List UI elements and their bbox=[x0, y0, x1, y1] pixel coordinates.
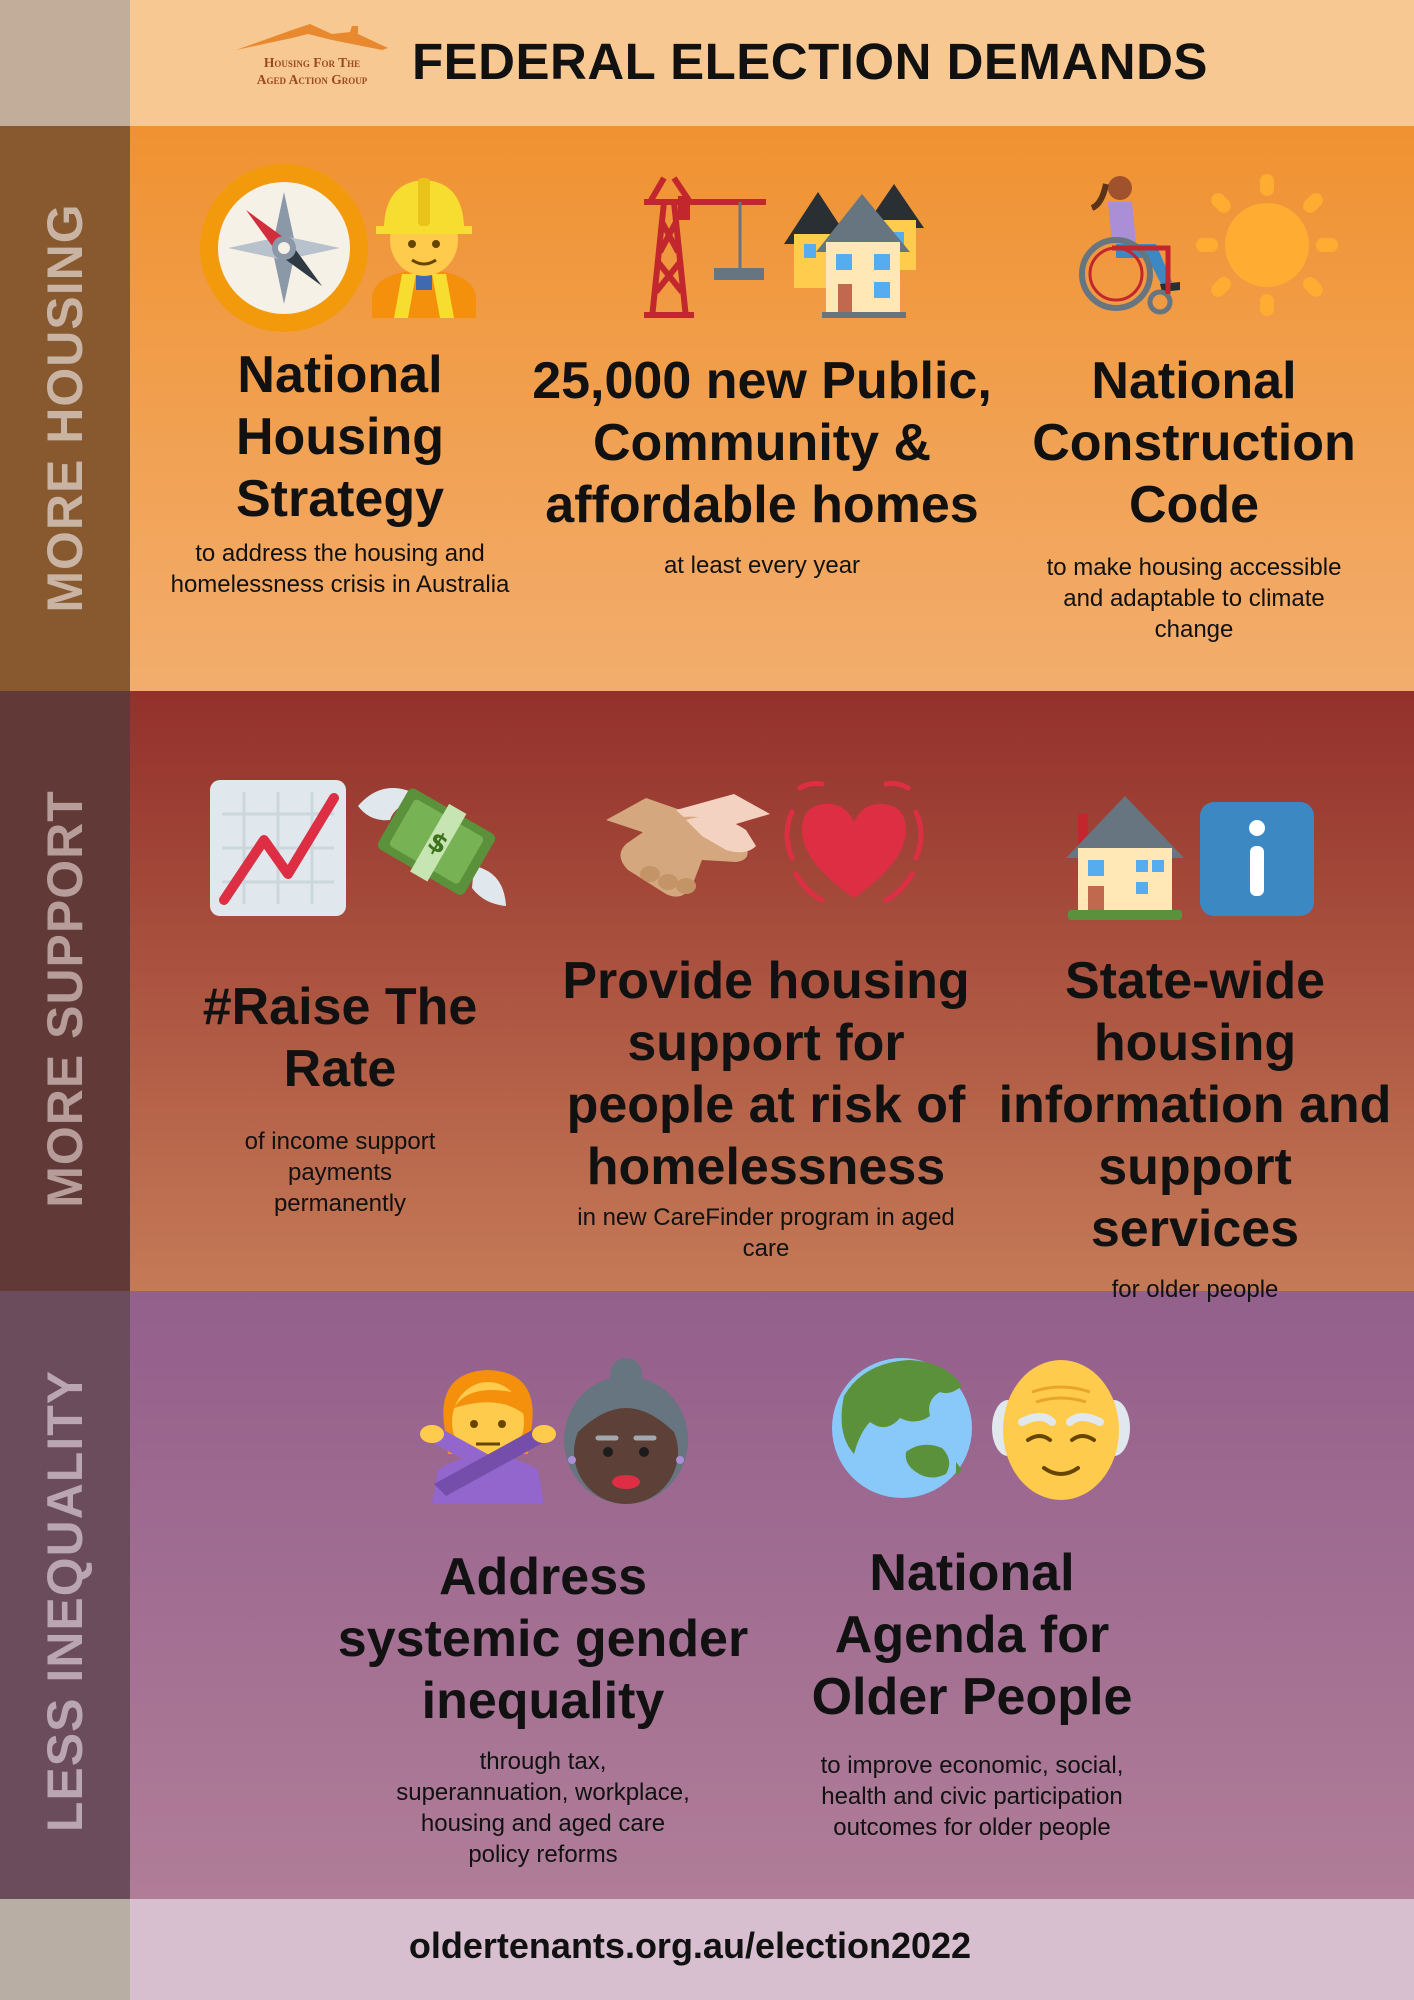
person-in-wheelchair-icon bbox=[1072, 174, 1198, 316]
section-label-less-inequality: LESS INEQUALITY bbox=[37, 1369, 93, 1833]
money-with-wings-icon bbox=[354, 776, 508, 912]
demand-title: #Raise The Rate bbox=[202, 978, 478, 1098]
chart-increasing-icon bbox=[208, 778, 348, 918]
beating-heart-icon bbox=[780, 778, 928, 918]
sun-icon bbox=[1196, 174, 1338, 316]
compass-icon bbox=[198, 162, 370, 334]
house-icon bbox=[1066, 794, 1184, 920]
section-less-inequality bbox=[130, 1291, 1414, 1899]
old-woman-icon bbox=[560, 1356, 692, 1504]
handshake-icon bbox=[606, 790, 770, 906]
demand-information-services bbox=[990, 950, 1400, 1305]
building-crane-icon bbox=[630, 172, 766, 318]
demand-title: State-wide housing information and support services bbox=[998, 952, 1392, 1258]
demand-subtitle: in new CareFinder program in aged care bbox=[577, 1204, 955, 1262]
footer-side-strip bbox=[0, 1899, 130, 2000]
demand-national-housing-strategy bbox=[160, 344, 520, 600]
globe-asia-australia-icon bbox=[830, 1356, 974, 1500]
demand-gender-inequality bbox=[336, 1546, 750, 1870]
page-title: FEDERAL ELECTION DEMANDS bbox=[412, 33, 1208, 90]
footer-url-link[interactable]: oldertenants.org.au/election2022 bbox=[408, 1925, 972, 1966]
demand-new-homes bbox=[532, 350, 992, 581]
woman-gesturing-no-icon bbox=[418, 1364, 558, 1504]
demand-title: Provide housing support for people at risk of homelessness bbox=[562, 952, 970, 1196]
side-band-more-housing bbox=[0, 126, 130, 691]
demand-title: National Housing Strategy bbox=[235, 346, 445, 528]
demand-title: 25,000 new Public, Community & affordable homes bbox=[532, 352, 992, 534]
construction-worker-icon bbox=[368, 172, 480, 318]
roof-logo-icon bbox=[232, 20, 392, 56]
demand-title: National Agenda for Older People bbox=[811, 1544, 1133, 1726]
information-icon bbox=[1200, 802, 1314, 916]
logo-line-2: Aged Action Group bbox=[256, 72, 368, 87]
demand-subtitle: of income support payments permanently bbox=[244, 1128, 436, 1217]
demand-subtitle: to make housing accessible and adaptable to climate change bbox=[1046, 554, 1342, 643]
demand-housing-support bbox=[556, 950, 976, 1264]
svg-text:$: $ bbox=[422, 826, 454, 862]
section-label-more-support: MORE SUPPORT bbox=[37, 790, 93, 1208]
demand-title: National Construction Code bbox=[1032, 352, 1356, 534]
header-side-strip bbox=[0, 0, 130, 126]
logo bbox=[232, 20, 392, 94]
demand-subtitle: through tax, superannuation, workplace, housing and aged care policy reforms bbox=[396, 1748, 690, 1868]
demand-subtitle: at least every year bbox=[663, 552, 861, 579]
demand-title: Address systemic gender inequality bbox=[337, 1548, 749, 1730]
demand-subtitle: to improve economic, social, health and civic participation outcomes for older people bbox=[820, 1752, 1124, 1841]
demand-national-agenda-older-people bbox=[792, 1542, 1152, 1843]
section-label-more-housing: MORE HOUSING bbox=[37, 203, 93, 613]
demand-subtitle: for older people bbox=[1111, 1276, 1279, 1303]
side-band-more-support bbox=[0, 691, 130, 1291]
demand-raise-the-rate bbox=[190, 976, 490, 1219]
houses-icon bbox=[782, 178, 924, 318]
demand-subtitle: to address the housing and homelessness crisis in Australia bbox=[170, 540, 510, 598]
logo-line-1: Housing For The bbox=[263, 55, 361, 70]
old-man-icon bbox=[992, 1356, 1130, 1500]
side-band-less-inequality bbox=[0, 1291, 130, 1899]
demand-national-construction-code bbox=[1024, 350, 1364, 645]
